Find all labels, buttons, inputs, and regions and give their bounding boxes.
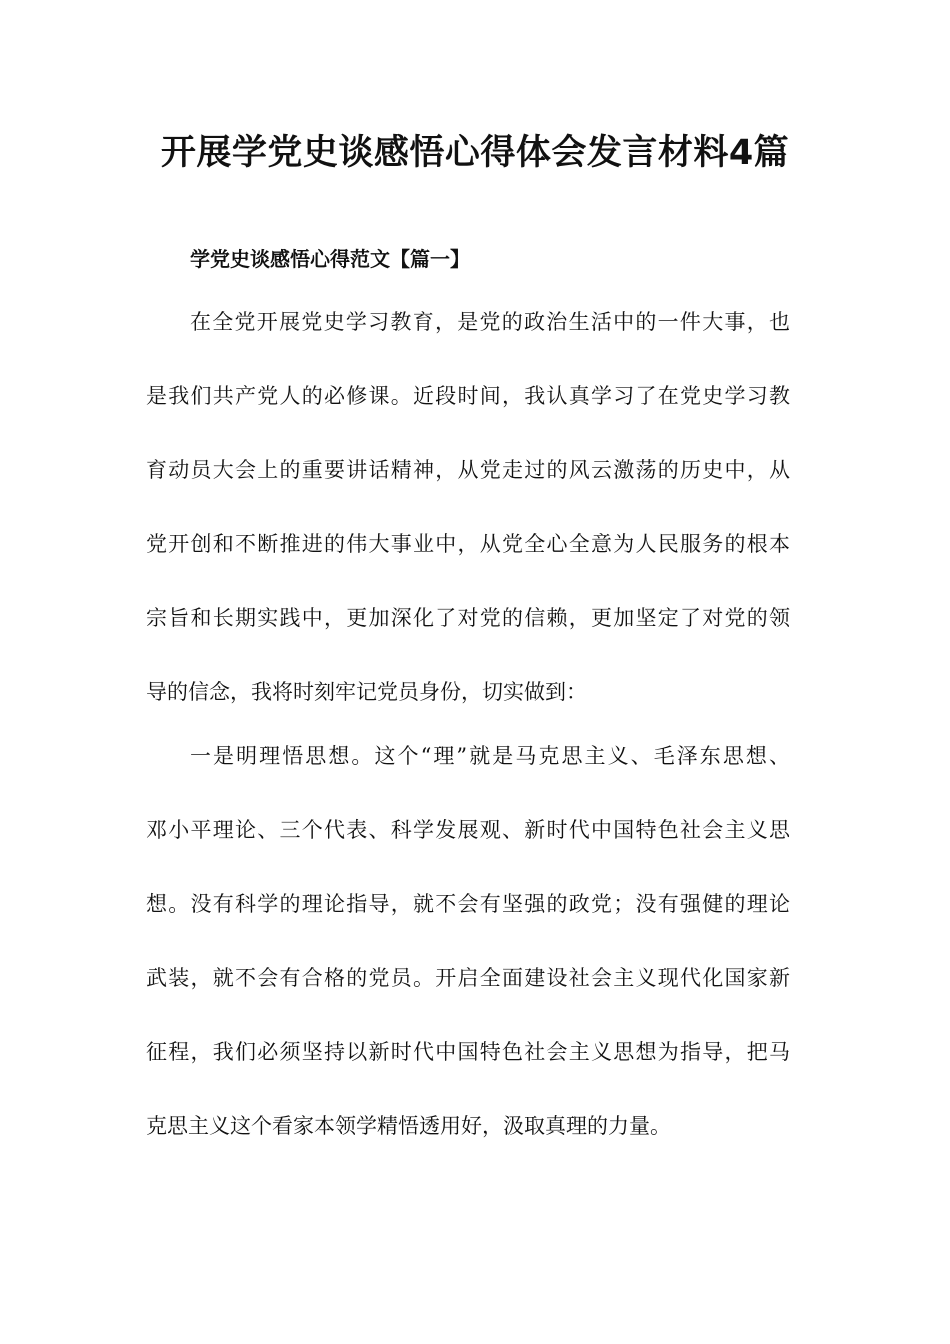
paragraph-1-line-4: 党开创和不断推进的伟大事业中，从党全心全意为人民服务的根本 <box>146 532 790 556</box>
paragraph-1-line-1: 在全党开展党史学习教育，是党的政治生活中的一件大事，也 <box>190 310 790 334</box>
paragraph-2-line-6: 克思主义这个看家本领学精悟透用好，汲取真理的力量。 <box>146 1114 671 1138</box>
paragraph-2-line-1: 一是明理悟思想。这个“理”就是马克思主义、毛泽东思想、 <box>190 744 790 768</box>
document-title: 开展学党史谈感悟心得体会发言材料4篇 <box>160 133 790 173</box>
section-heading: 学党史谈感悟心得范文【篇一】 <box>190 247 470 271</box>
paragraph-1-line-6: 导的信念，我将时刻牢记党员身份，切实做到： <box>146 680 587 704</box>
paragraph-1-line-3: 育动员大会上的重要讲话精神，从党走过的风云激荡的历史中，从 <box>146 458 790 482</box>
paragraph-2-line-3: 想。没有科学的理论指导，就不会有坚强的政党；没有强健的理论 <box>146 892 790 916</box>
paragraph-2-line-5: 征程，我们必须坚持以新时代中国特色社会主义思想为指导，把马 <box>146 1040 790 1064</box>
paragraph-1-line-2: 是我们共产党人的必修课。近段时间，我认真学习了在党史学习教 <box>146 384 790 408</box>
paragraph-1-line-5: 宗旨和长期实践中，更加深化了对党的信赖，更加坚定了对党的领 <box>146 606 790 630</box>
paragraph-2-line-2: 邓小平理论、三个代表、科学发展观、新时代中国特色社会主义思 <box>146 818 790 842</box>
paragraph-2-line-4: 武装，就不会有合格的党员。开启全面建设社会主义现代化国家新 <box>146 966 790 990</box>
